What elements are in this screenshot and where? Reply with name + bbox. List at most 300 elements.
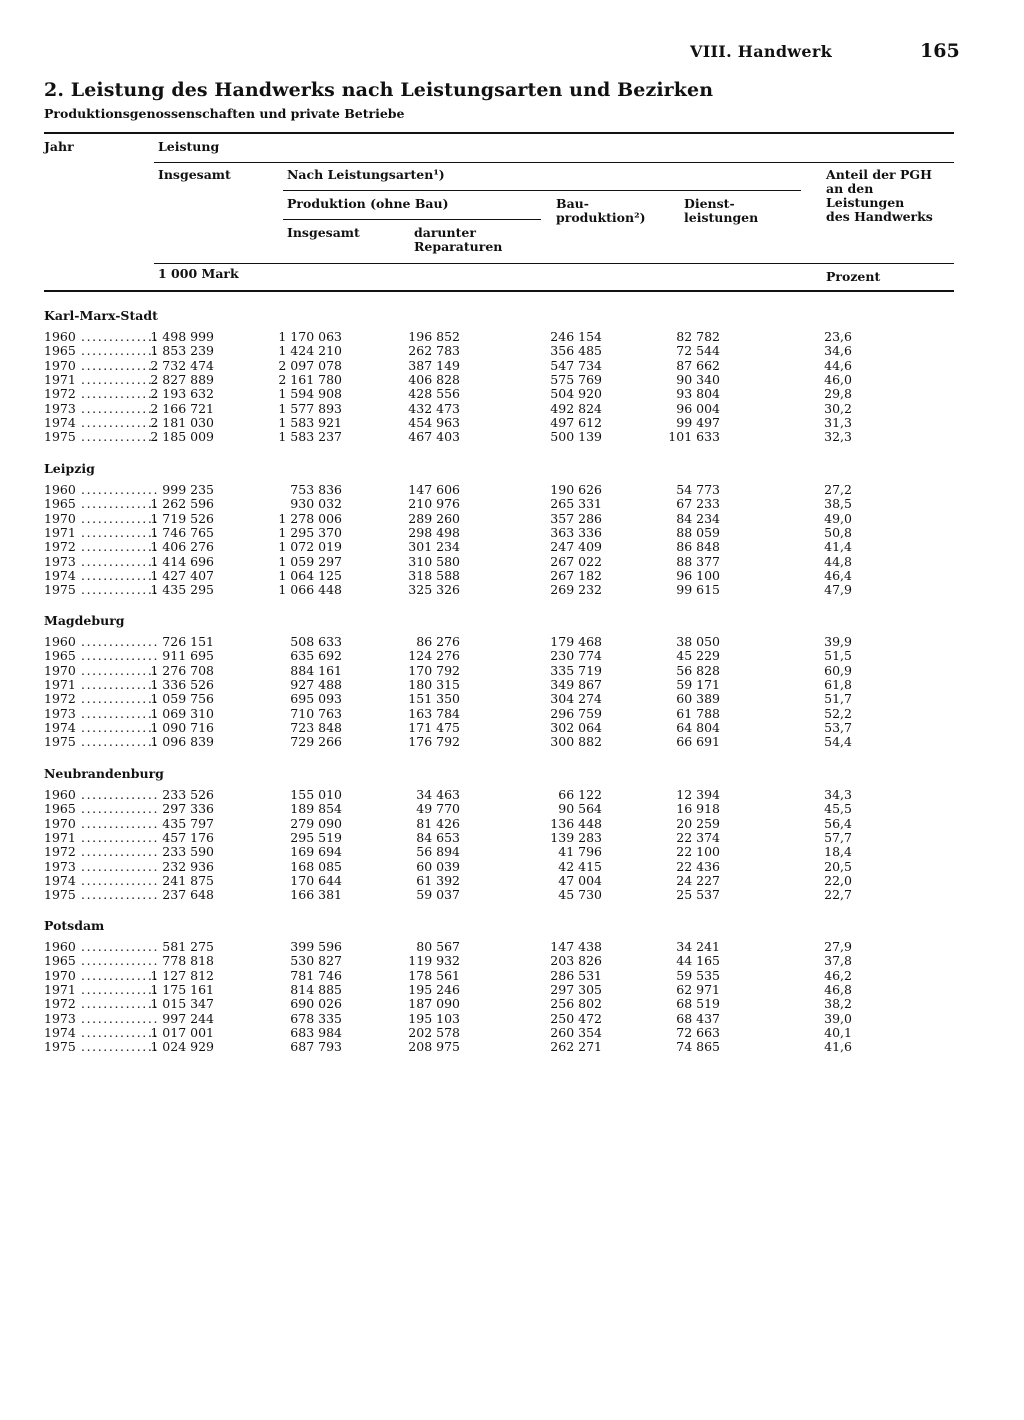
cell-dienstleistungen: 59 171 — [676, 677, 720, 692]
cell-insgesamt: 999 235 — [162, 482, 214, 497]
cell-insgesamt: 997 244 — [162, 1011, 214, 1026]
cell-dienstleistungen: 72 544 — [676, 343, 720, 358]
dot-leader: .............. — [81, 720, 160, 735]
cell-dienstleistungen: 99 615 — [676, 582, 720, 597]
cell-insgesamt: 2 732 474 — [150, 358, 214, 373]
cell-anteil-pgh: 37,8 — [824, 953, 852, 968]
dot-leader: .............. — [81, 386, 160, 401]
cell-year: 1971 — [44, 677, 76, 692]
cell-produktion-insgesamt: 683 984 — [290, 1025, 342, 1040]
header-anteil-2: an den — [826, 181, 874, 196]
cell-bauproduktion: 250 472 — [550, 1011, 602, 1026]
cell-reparaturen: 86 276 — [416, 634, 460, 649]
cell-produktion-insgesamt: 169 694 — [290, 844, 342, 859]
cell-reparaturen: 454 963 — [408, 415, 460, 430]
cell-year: 1972 — [44, 996, 76, 1011]
cell-year: 1971 — [44, 372, 76, 387]
cell-dienstleistungen: 44 165 — [676, 953, 720, 968]
cell-reparaturen: 49 770 — [416, 801, 460, 816]
cell-reparaturen: 81 426 — [416, 816, 460, 831]
cell-insgesamt: 1 498 999 — [150, 329, 214, 344]
cell-anteil-pgh: 57,7 — [824, 830, 852, 845]
cell-bauproduktion: 203 826 — [550, 953, 602, 968]
dot-leader: .............. — [81, 582, 160, 597]
cell-year: 1960 — [44, 787, 76, 802]
dot-leader: .............. — [81, 568, 160, 583]
dot-leader: .............. — [81, 982, 160, 997]
cell-bauproduktion: 90 564 — [558, 801, 602, 816]
cell-anteil-pgh: 41,4 — [824, 539, 852, 554]
cell-reparaturen: 387 149 — [408, 358, 460, 373]
cell-anteil-pgh: 38,2 — [824, 996, 852, 1011]
cell-dienstleistungen: 86 848 — [676, 539, 720, 554]
dot-leader: .............. — [81, 677, 160, 692]
cell-anteil-pgh: 56,4 — [824, 816, 852, 831]
cell-reparaturen: 187 090 — [408, 996, 460, 1011]
dot-leader: .............. — [81, 816, 160, 831]
dot-leader: .............. — [81, 873, 160, 888]
cell-reparaturen: 60 039 — [416, 859, 460, 874]
cell-produktion-insgesamt: 1 170 063 — [278, 329, 342, 344]
cell-anteil-pgh: 39,0 — [824, 1011, 852, 1026]
cell-produktion-insgesamt: 1 295 370 — [278, 525, 342, 540]
section-label: Neubrandenburg — [44, 766, 164, 781]
table-head-bottom-rule — [44, 290, 954, 292]
cell-bauproduktion: 297 305 — [550, 982, 602, 997]
cell-year: 1970 — [44, 358, 76, 373]
cell-dienstleistungen: 54 773 — [676, 482, 720, 497]
cell-year: 1960 — [44, 634, 76, 649]
cell-year: 1972 — [44, 691, 76, 706]
cell-reparaturen: 170 792 — [408, 663, 460, 678]
cell-insgesamt: 1 406 276 — [150, 539, 214, 554]
cell-anteil-pgh: 22,0 — [824, 873, 852, 888]
cell-insgesamt: 1 127 812 — [150, 968, 214, 983]
cell-anteil-pgh: 20,5 — [824, 859, 852, 874]
cell-insgesamt: 1 276 708 — [150, 663, 214, 678]
cell-insgesamt: 1 262 596 — [150, 496, 214, 511]
cell-insgesamt: 1 090 716 — [150, 720, 214, 735]
cell-dienstleistungen: 38 050 — [676, 634, 720, 649]
cell-year: 1973 — [44, 859, 76, 874]
cell-dienstleistungen: 96 100 — [676, 568, 720, 583]
section-label: Potsdam — [44, 918, 105, 933]
cell-insgesamt: 2 185 009 — [150, 429, 214, 444]
cell-year: 1970 — [44, 816, 76, 831]
header-dienst-2: leistungen — [684, 210, 759, 225]
cell-reparaturen: 180 315 — [408, 677, 460, 692]
cell-dienstleistungen: 96 004 — [676, 401, 720, 416]
cell-insgesamt: 726 151 — [162, 634, 214, 649]
cell-year: 1965 — [44, 648, 76, 663]
cell-produktion-insgesamt: 508 633 — [290, 634, 342, 649]
cell-dienstleistungen: 20 259 — [676, 816, 720, 831]
cell-anteil-pgh: 32,3 — [824, 429, 852, 444]
cell-produktion-insgesamt: 690 026 — [290, 996, 342, 1011]
header-anteil-1: Anteil der PGH — [826, 167, 932, 182]
cell-insgesamt: 2 181 030 — [150, 415, 214, 430]
cell-year: 1960 — [44, 939, 76, 954]
cell-bauproduktion: 179 468 — [550, 634, 602, 649]
cell-anteil-pgh: 61,8 — [824, 677, 852, 692]
cell-year: 1970 — [44, 968, 76, 983]
cell-dienstleistungen: 87 662 — [676, 358, 720, 373]
cell-reparaturen: 432 473 — [408, 401, 460, 416]
dot-leader: .............. — [81, 1039, 160, 1054]
cell-reparaturen: 61 392 — [416, 873, 460, 888]
cell-bauproduktion: 41 796 — [558, 844, 602, 859]
cell-dienstleistungen: 90 340 — [676, 372, 720, 387]
dot-leader: .............. — [81, 554, 160, 569]
cell-year: 1970 — [44, 511, 76, 526]
dot-leader: .............. — [81, 939, 160, 954]
header-insgesamt: Insgesamt — [158, 167, 231, 182]
cell-dienstleistungen: 12 394 — [676, 787, 720, 802]
cell-produktion-insgesamt: 1 594 908 — [278, 386, 342, 401]
cell-reparaturen: 151 350 — [408, 691, 460, 706]
cell-produktion-insgesamt: 635 692 — [290, 648, 342, 663]
table-subtitle: Produktionsgenossenschaften und private Betriebe — [44, 106, 405, 121]
cell-year: 1972 — [44, 539, 76, 554]
cell-bauproduktion: 497 612 — [550, 415, 602, 430]
cell-year: 1965 — [44, 496, 76, 511]
section-label: Karl-Marx-Stadt — [44, 308, 158, 323]
cell-produktion-insgesamt: 1 577 893 — [278, 401, 342, 416]
cell-dienstleistungen: 74 865 — [676, 1039, 720, 1054]
cell-dienstleistungen: 93 804 — [676, 386, 720, 401]
cell-anteil-pgh: 51,5 — [824, 648, 852, 663]
prozent-rule — [822, 263, 954, 264]
cell-insgesamt: 1 096 839 — [150, 734, 214, 749]
cell-bauproduktion: 296 759 — [550, 706, 602, 721]
cell-anteil-pgh: 27,2 — [824, 482, 852, 497]
cell-produktion-insgesamt: 695 093 — [290, 691, 342, 706]
leistung-rule — [154, 162, 954, 163]
cell-reparaturen: 289 260 — [408, 511, 460, 526]
header-jahr: Jahr — [44, 139, 74, 154]
cell-bauproduktion: 575 769 — [550, 372, 602, 387]
cell-bauproduktion: 504 920 — [550, 386, 602, 401]
cell-reparaturen: 119 932 — [408, 953, 460, 968]
cell-dienstleistungen: 59 535 — [676, 968, 720, 983]
cell-bauproduktion: 349 867 — [550, 677, 602, 692]
cell-anteil-pgh: 46,0 — [824, 372, 852, 387]
cell-bauproduktion: 47 004 — [558, 873, 602, 888]
cell-bauproduktion: 230 774 — [550, 648, 602, 663]
cell-produktion-insgesamt: 678 335 — [290, 1011, 342, 1026]
cell-reparaturen: 202 578 — [408, 1025, 460, 1040]
cell-year: 1975 — [44, 1039, 76, 1054]
cell-anteil-pgh: 54,4 — [824, 734, 852, 749]
cell-year: 1971 — [44, 525, 76, 540]
cell-reparaturen: 406 828 — [408, 372, 460, 387]
cell-anteil-pgh: 39,9 — [824, 634, 852, 649]
cell-anteil-pgh: 23,6 — [824, 329, 852, 344]
cell-bauproduktion: 302 064 — [550, 720, 602, 735]
cell-bauproduktion: 256 802 — [550, 996, 602, 1011]
cell-anteil-pgh: 51,7 — [824, 691, 852, 706]
cell-reparaturen: 467 403 — [408, 429, 460, 444]
cell-produktion-insgesamt: 884 161 — [290, 663, 342, 678]
cell-bauproduktion: 500 139 — [550, 429, 602, 444]
cell-bauproduktion: 262 271 — [550, 1039, 602, 1054]
cell-dienstleistungen: 82 782 — [676, 329, 720, 344]
cell-year: 1974 — [44, 1025, 76, 1040]
cell-produktion-insgesamt: 814 885 — [290, 982, 342, 997]
section-label: Magdeburg — [44, 613, 125, 628]
cell-produktion-insgesamt: 1 583 237 — [278, 429, 342, 444]
cell-anteil-pgh: 22,7 — [824, 887, 852, 902]
cell-insgesamt: 1 175 161 — [150, 982, 214, 997]
cell-dienstleistungen: 68 519 — [676, 996, 720, 1011]
dot-leader: .............. — [81, 953, 160, 968]
cell-produktion-insgesamt: 1 066 448 — [278, 582, 342, 597]
cell-produktion-insgesamt: 753 836 — [290, 482, 342, 497]
dot-leader: .............. — [81, 996, 160, 1011]
cell-year: 1973 — [44, 706, 76, 721]
cell-anteil-pgh: 52,2 — [824, 706, 852, 721]
cell-dienstleistungen: 88 377 — [676, 554, 720, 569]
cell-produktion-insgesamt: 1 583 921 — [278, 415, 342, 430]
cell-reparaturen: 195 103 — [408, 1011, 460, 1026]
cell-reparaturen: 147 606 — [408, 482, 460, 497]
cell-insgesamt: 1 853 239 — [150, 343, 214, 358]
cell-reparaturen: 428 556 — [408, 386, 460, 401]
cell-reparaturen: 124 276 — [408, 648, 460, 663]
cell-produktion-insgesamt: 1 278 006 — [278, 511, 342, 526]
running-head: VIII. Handwerk — [690, 42, 832, 61]
cell-reparaturen: 171 475 — [408, 720, 460, 735]
cell-anteil-pgh: 34,3 — [824, 787, 852, 802]
cell-year: 1972 — [44, 844, 76, 859]
cell-anteil-pgh: 30,2 — [824, 401, 852, 416]
cell-dienstleistungen: 99 497 — [676, 415, 720, 430]
dot-leader: .............. — [81, 734, 160, 749]
cell-bauproduktion: 190 626 — [550, 482, 602, 497]
dot-leader: .............. — [81, 691, 160, 706]
cell-bauproduktion: 147 438 — [550, 939, 602, 954]
cell-dienstleistungen: 68 437 — [676, 1011, 720, 1026]
cell-dienstleistungen: 62 971 — [676, 982, 720, 997]
cell-bauproduktion: 45 730 — [558, 887, 602, 902]
cell-anteil-pgh: 40,1 — [824, 1025, 852, 1040]
cell-insgesamt: 1 059 756 — [150, 691, 214, 706]
cell-bauproduktion: 139 283 — [550, 830, 602, 845]
cell-insgesamt: 2 827 889 — [150, 372, 214, 387]
cell-bauproduktion: 265 331 — [550, 496, 602, 511]
cell-produktion-insgesamt: 2 161 780 — [278, 372, 342, 387]
cell-insgesamt: 233 590 — [162, 844, 214, 859]
cell-dienstleistungen: 61 788 — [676, 706, 720, 721]
cell-anteil-pgh: 46,8 — [824, 982, 852, 997]
cell-bauproduktion: 357 286 — [550, 511, 602, 526]
cell-dienstleistungen: 64 804 — [676, 720, 720, 735]
dot-leader: .............. — [81, 830, 160, 845]
header-leistung: Leistung — [158, 139, 220, 154]
cell-bauproduktion: 260 354 — [550, 1025, 602, 1040]
cell-year: 1970 — [44, 663, 76, 678]
header-anteil-3: Leistungen — [826, 195, 905, 210]
header-bau-2: produktion²) — [556, 210, 646, 225]
cell-bauproduktion: 66 122 — [558, 787, 602, 802]
cell-reparaturen: 310 580 — [408, 554, 460, 569]
cell-produktion-insgesamt: 168 085 — [290, 859, 342, 874]
cell-anteil-pgh: 60,9 — [824, 663, 852, 678]
cell-year: 1973 — [44, 401, 76, 416]
cell-bauproduktion: 42 415 — [558, 859, 602, 874]
header-darunter: darunter — [414, 225, 476, 240]
cell-insgesamt: 233 526 — [162, 787, 214, 802]
cell-year: 1975 — [44, 582, 76, 597]
cell-anteil-pgh: 34,6 — [824, 343, 852, 358]
dot-leader: .............. — [81, 525, 160, 540]
dot-leader: .............. — [81, 343, 160, 358]
dot-leader: .............. — [81, 511, 160, 526]
cell-produktion-insgesamt: 1 424 210 — [278, 343, 342, 358]
cell-reparaturen: 163 784 — [408, 706, 460, 721]
cell-insgesamt: 1 414 696 — [150, 554, 214, 569]
cell-reparaturen: 301 234 — [408, 539, 460, 554]
header-produktion-ohne-bau: Produktion (ohne Bau) — [287, 196, 449, 211]
cell-insgesamt: 297 336 — [162, 801, 214, 816]
unit-mark: 1 000 Mark — [158, 266, 239, 281]
cell-dienstleistungen: 16 918 — [676, 801, 720, 816]
cell-dienstleistungen: 84 234 — [676, 511, 720, 526]
cell-produktion-insgesamt: 295 519 — [290, 830, 342, 845]
cell-bauproduktion: 267 182 — [550, 568, 602, 583]
cell-year: 1974 — [44, 568, 76, 583]
cell-anteil-pgh: 44,8 — [824, 554, 852, 569]
cell-anteil-pgh: 44,6 — [824, 358, 852, 373]
cell-dienstleistungen: 101 633 — [668, 429, 720, 444]
cell-insgesamt: 2 193 632 — [150, 386, 214, 401]
cell-bauproduktion: 269 232 — [550, 582, 602, 597]
header-produktion-insgesamt: Insgesamt — [287, 225, 360, 240]
cell-dienstleistungen: 45 229 — [676, 648, 720, 663]
dot-leader: .............. — [81, 1011, 160, 1026]
cell-insgesamt: 457 176 — [162, 830, 214, 845]
cell-year: 1965 — [44, 343, 76, 358]
dot-leader: .............. — [81, 358, 160, 373]
cell-bauproduktion: 246 154 — [550, 329, 602, 344]
cell-produktion-insgesamt: 723 848 — [290, 720, 342, 735]
cell-anteil-pgh: 45,5 — [824, 801, 852, 816]
cell-insgesamt: 1 746 765 — [150, 525, 214, 540]
dot-leader: .............. — [81, 329, 160, 344]
dot-leader: .............. — [81, 415, 160, 430]
cell-bauproduktion: 267 022 — [550, 554, 602, 569]
dot-leader: .............. — [81, 706, 160, 721]
cell-bauproduktion: 492 824 — [550, 401, 602, 416]
dot-leader: .............. — [81, 859, 160, 874]
cell-reparaturen: 208 975 — [408, 1039, 460, 1054]
header-anteil-4: des Handwerks — [826, 209, 933, 224]
dot-leader: .............. — [81, 887, 160, 902]
cell-year: 1960 — [44, 329, 76, 344]
cell-anteil-pgh: 50,8 — [824, 525, 852, 540]
dot-leader: .............. — [81, 539, 160, 554]
table-top-rule — [44, 132, 954, 134]
cell-produktion-insgesamt: 927 488 — [290, 677, 342, 692]
cell-anteil-pgh: 41,6 — [824, 1039, 852, 1054]
cell-insgesamt: 435 797 — [162, 816, 214, 831]
cell-anteil-pgh: 31,3 — [824, 415, 852, 430]
cell-produktion-insgesamt: 399 596 — [290, 939, 342, 954]
unit-prozent: Prozent — [826, 269, 881, 284]
cell-produktion-insgesamt: 170 644 — [290, 873, 342, 888]
cell-reparaturen: 195 246 — [408, 982, 460, 997]
cell-insgesamt: 232 936 — [162, 859, 214, 874]
cell-year: 1973 — [44, 554, 76, 569]
cell-dienstleistungen: 22 100 — [676, 844, 720, 859]
cell-reparaturen: 80 567 — [416, 939, 460, 954]
cell-produktion-insgesamt: 155 010 — [290, 787, 342, 802]
dot-leader: .............. — [81, 787, 160, 802]
header-bau-1: Bau- — [556, 196, 589, 211]
dot-leader: .............. — [81, 634, 160, 649]
header-dienst-1: Dienst- — [684, 196, 735, 211]
cell-produktion-insgesamt: 930 032 — [290, 496, 342, 511]
cell-insgesamt: 241 875 — [162, 873, 214, 888]
cell-year: 1974 — [44, 720, 76, 735]
dot-leader: .............. — [81, 482, 160, 497]
cell-anteil-pgh: 38,5 — [824, 496, 852, 511]
cell-year: 1974 — [44, 415, 76, 430]
cell-bauproduktion: 247 409 — [550, 539, 602, 554]
cell-dienstleistungen: 72 663 — [676, 1025, 720, 1040]
cell-produktion-insgesamt: 2 097 078 — [278, 358, 342, 373]
cell-anteil-pgh: 29,8 — [824, 386, 852, 401]
cell-dienstleistungen: 24 227 — [676, 873, 720, 888]
cell-anteil-pgh: 47,9 — [824, 582, 852, 597]
cell-reparaturen: 318 588 — [408, 568, 460, 583]
cell-year: 1975 — [44, 887, 76, 902]
cell-year: 1960 — [44, 482, 76, 497]
cell-reparaturen: 178 561 — [408, 968, 460, 983]
cell-dienstleistungen: 22 436 — [676, 859, 720, 874]
cell-year: 1972 — [44, 386, 76, 401]
dot-leader: .............. — [81, 496, 160, 511]
cell-bauproduktion: 136 448 — [550, 816, 602, 831]
cell-insgesamt: 237 648 — [162, 887, 214, 902]
dot-leader: .............. — [81, 968, 160, 983]
cell-insgesamt: 778 818 — [162, 953, 214, 968]
dot-leader: .............. — [81, 372, 160, 387]
cell-year: 1971 — [44, 830, 76, 845]
cell-anteil-pgh: 27,9 — [824, 939, 852, 954]
cell-produktion-insgesamt: 1 059 297 — [278, 554, 342, 569]
cell-produktion-insgesamt: 1 072 019 — [278, 539, 342, 554]
cell-dienstleistungen: 67 233 — [676, 496, 720, 511]
cell-produktion-insgesamt: 530 827 — [290, 953, 342, 968]
cell-produktion-insgesamt: 729 266 — [290, 734, 342, 749]
cell-produktion-insgesamt: 279 090 — [290, 816, 342, 831]
cell-bauproduktion: 363 336 — [550, 525, 602, 540]
dot-leader: .............. — [81, 801, 160, 816]
cell-year: 1975 — [44, 734, 76, 749]
header-reparaturen: Reparaturen — [414, 239, 503, 254]
cell-reparaturen: 325 326 — [408, 582, 460, 597]
cell-produktion-insgesamt: 189 854 — [290, 801, 342, 816]
page-number: 165 — [920, 40, 960, 62]
cell-year: 1973 — [44, 1011, 76, 1026]
cell-reparaturen: 59 037 — [416, 887, 460, 902]
cell-bauproduktion: 356 485 — [550, 343, 602, 358]
cell-dienstleistungen: 60 389 — [676, 691, 720, 706]
cell-anteil-pgh: 49,0 — [824, 511, 852, 526]
cell-dienstleistungen: 22 374 — [676, 830, 720, 845]
cell-insgesamt: 2 166 721 — [150, 401, 214, 416]
